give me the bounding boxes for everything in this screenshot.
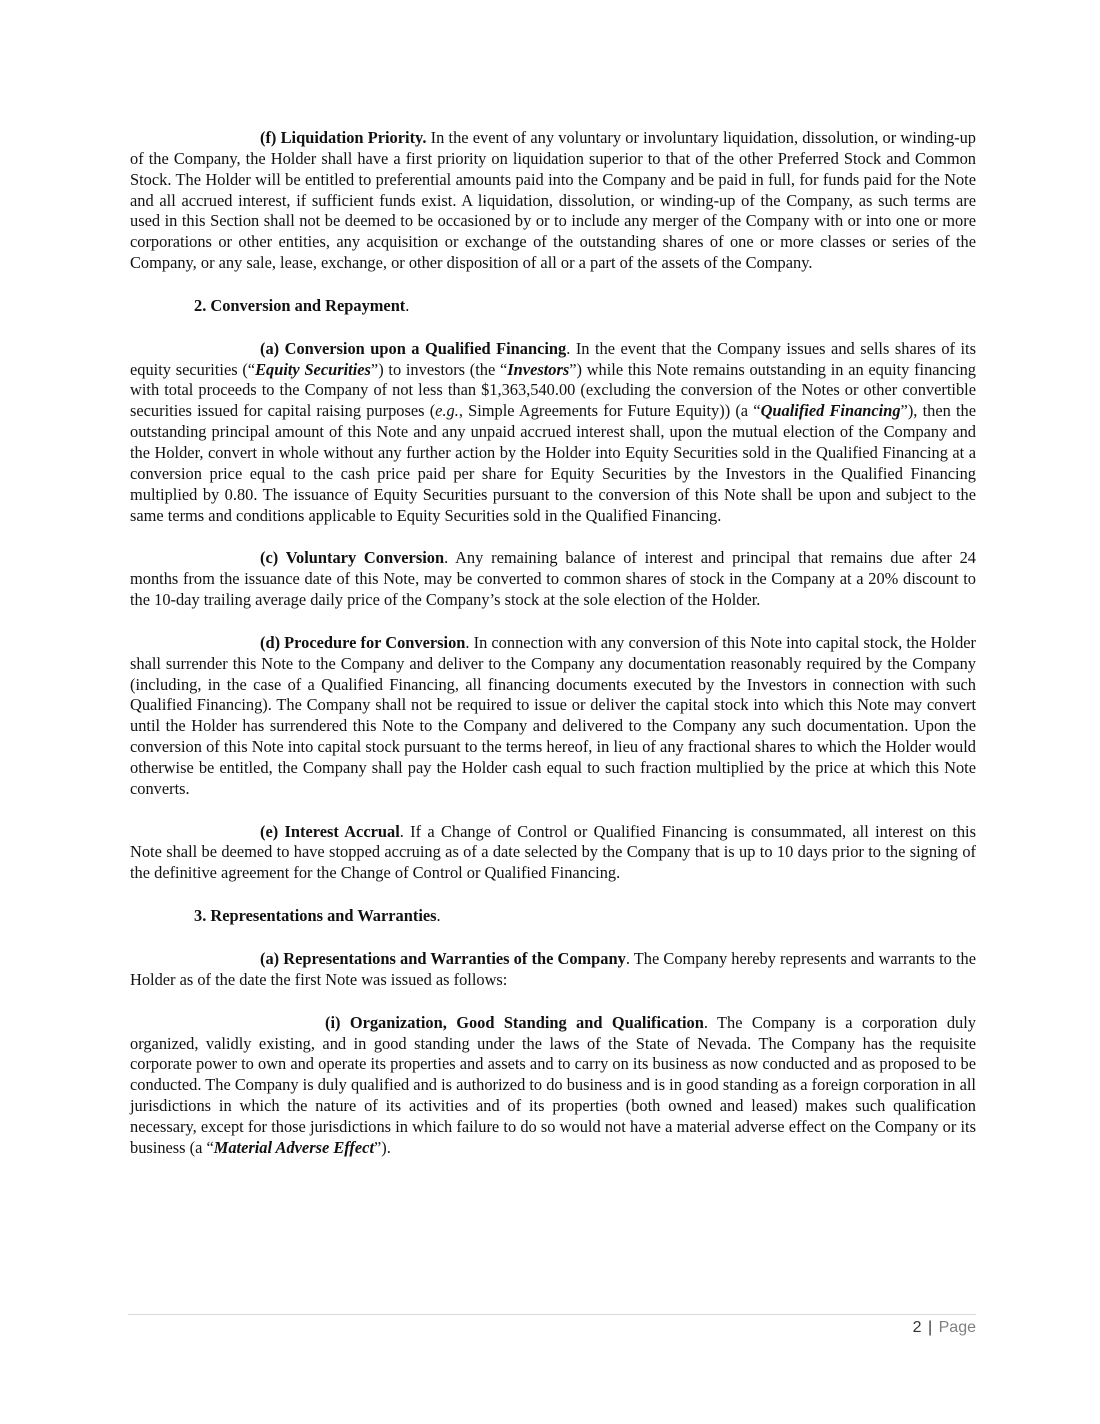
section-heading-conversion: 2. Conversion and Repayment. bbox=[194, 295, 410, 315]
section-title: 3. Representations and Warranties bbox=[194, 906, 437, 926]
page-label: Page bbox=[938, 1319, 976, 1336]
defined-term: Investors bbox=[507, 359, 570, 379]
clause-c-voluntary-conversion bbox=[130, 548, 976, 611]
clause-label: (c) Voluntary Conversion bbox=[260, 548, 445, 568]
defined-term: Qualified Financing bbox=[760, 401, 901, 421]
clause-e-interest-accrual bbox=[130, 822, 976, 885]
clause-label: (d) Procedure for Conversion bbox=[260, 632, 466, 652]
page-footer bbox=[913, 1319, 976, 1337]
page-number: 2 bbox=[912, 1319, 922, 1336]
clause-a-qualified-financing: (a) Conversion upon a Qualified Financing. In the event that the Company issues and sells shares of its equity securities (“Equity Securities”) to investors (the “Investors”) while this Note remains outstanding in an equity financing with total proceeds to the Company of not less than $1,363,540.00 (excluding the conversion of the Notes or other convertible securities issued for capital raising purposes (e.g., Simple Agreements for Future Equity)) (a “Qualified Financing”), then the outstanding principal amount of this Note and any unpaid accrued interest shall, upon the mutual election of the Company and the Holder, convert in whole without any further action by the Holder into Equity Securities sold in the Qualified Financing at a conversion price equal to the cash price paid per share for Equity Securities by the Investors in the Qualified Financing multiplied by 0.80. The issuance of Equity Securities pursuant to the conversion of this Note shall be upon and subject to the same terms and conditions applicable to Equity Securities sold in the Qualified Financing. bbox=[130, 338, 977, 525]
clause-text: . The Company hereby represents and warrants to the Holder as of the date the first Note was issued as follows: bbox=[130, 949, 976, 989]
clause-text: . In connection with any conversion of this Note into capital stock, the Holder shall surrender this Note to the Company and deliver to the Company any documentation reasonably required by the Company (including, in the case of a Qualified Financing, all financing documents executed by the Investors in connection with such Qualified Financing). The Company shall not be required to issue or deliver the capital stock into which this Note may convert until the Holder has surrendered this Note to the Company and delivered to the Company any such documentation. Upon the conversion of this Note into capital stock pursuant to the terms hereof, in lieu of any fractional shares to which the Holder would otherwise be entitled, the Company shall pay the Holder cash equal to such fraction multiplied by the price at which this Note converts. bbox=[130, 632, 976, 798]
clause-label: (e) Interest Accrual bbox=[260, 821, 400, 841]
section-heading-representations: 3. Representations and Warranties. bbox=[194, 906, 441, 926]
defined-term: Material Adverse Effect bbox=[213, 1137, 374, 1157]
defined-term: Equity Securities bbox=[255, 359, 371, 379]
clause-label: (a) Conversion upon a Qualified Financing bbox=[260, 338, 567, 358]
section-title: 2. Conversion and Repayment bbox=[194, 295, 406, 315]
footer-separator: | bbox=[928, 1319, 933, 1336]
clause-text: In the event of any voluntary or involuntary liquidation, dissolution, or winding-up of the Company, the Holder shall have a first priority on liquidation superior to that of the other Preferred Stock and Common Stock. The Holder will be entitled to preferential amounts paid into the Company and be paid in full, for funds paid for the Note and all accrued interest, if sufficient funds exist. A liquidation, dissolution, or winding-up of the Company, as such terms are used in this Section shall not be deemed to be occasioned by or to include any merger of the Company with or into one or more corporations or other entities, any acquisition or exchange of the outstanding shares of one or more classes or series of the Company, or any sale, lease, exchange, or other disposition of all or a part of the assets of the Company. bbox=[130, 128, 977, 273]
clause-d-procedure-for-conversion bbox=[130, 633, 976, 800]
document-body bbox=[130, 128, 976, 1181]
clause-i-organization: (i) Organization, Good Standing and Qualification. The Company is a corporation duly organized, validly existing, and in good standing under the laws of the State of Nevada. The Company has the requisite corporate power to own and operate its properties and assets and to carry on its business as now conducted and as proposed to be conducted. The Company is duly qualified and is authorized to do business and is in good standing as a foreign corporation in all jurisdictions in which the nature of its activities and of its properties (both owned and leased) makes such qualification necessary, except for those jurisdictions in which failure to do so would not have a material adverse effect on the Company or its business (a “Material Adverse Effect”). bbox=[130, 1012, 976, 1157]
clause-text: . If a Change of Control or Qualified Financing is consummated, all interest on this Note shall be deemed to have stopped accruing as of a date selected by the Company that is up to 10 days prior to the signing of the definitive agreement for the Change of Control or Qualified Financing. bbox=[130, 821, 976, 883]
clause-label: (a) Representations and Warranties of the Company bbox=[260, 949, 626, 968]
clause-label: (f) Liquidation Priority. bbox=[260, 128, 427, 147]
footer-divider bbox=[128, 1314, 976, 1315]
clause-a-company-representations bbox=[130, 949, 976, 991]
clause-label: (i) Organization, Good Standing and Qualification bbox=[325, 1012, 704, 1032]
clause-f-liquidation-priority bbox=[130, 128, 976, 274]
clause-text: . Any remaining balance of interest and principal that remains due after 24 months from the issuance date of this Note, may be converted to common shares of stock in the Company at a 20% discount to the 10-day trailing average daily price of the Company’s stock at the sole election of the Holder. bbox=[130, 548, 976, 610]
